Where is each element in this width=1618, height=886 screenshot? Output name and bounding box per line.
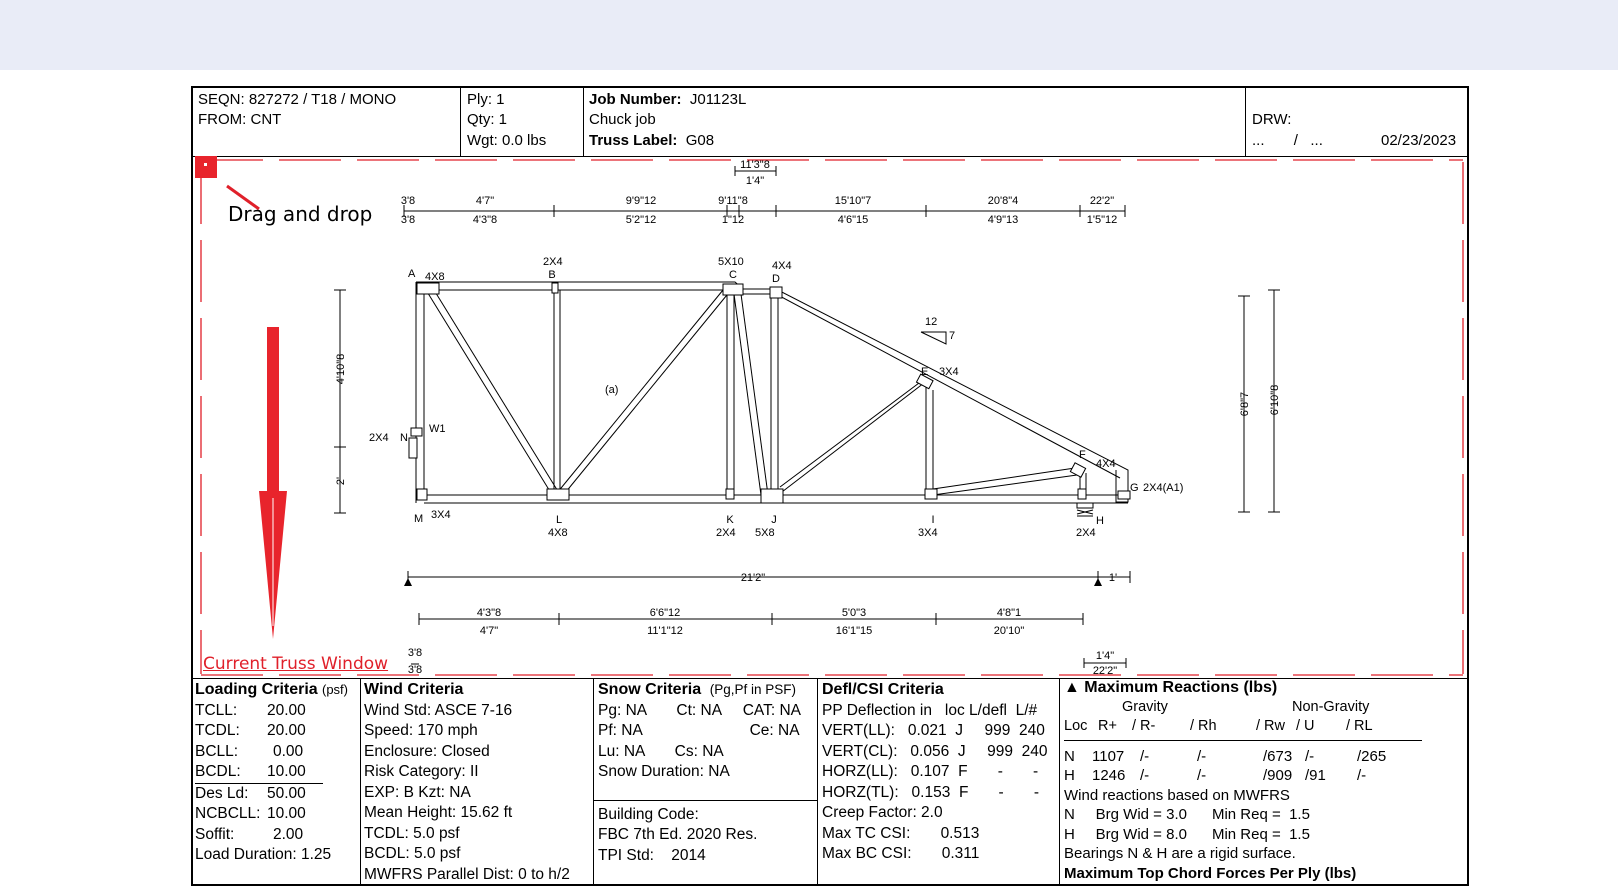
dim-top-lower-5: 4'6"15: [837, 214, 869, 226]
drw-initials: ... / ...: [1252, 132, 1323, 149]
truss-label: Truss Label: G08: [589, 132, 715, 149]
node-g: G: [1130, 482, 1139, 494]
node-l: L: [555, 514, 563, 526]
defl-csi-panel: Defl/CSI Criteria PP Deflection in loc L/defl L/# VERT(LL): 0.021 J 999 240 VERT(CL): 0.056 J 999 240 HORZ(LL): 0.107 F - - HORZ(TL): 0.153 F - - Creep Factor: 2.0 Max TC CSI: 0.513 Max BC CSI: 0.311: [822, 681, 1048, 862]
node-i: I: [931, 514, 935, 526]
arrow-shaft: [267, 327, 279, 499]
wind-criteria-panel: Wind Criteria Wind Std: ASCE 7-16 Speed: 170 mph Enclosure: Closed Risk Category: II EXP: B Kzt: NA Mean Height: 15.62 ft TCDL: 5.0 psf BCDL: 5.0 psf MWFRS Parallel Dist: 0 to h/2: [364, 681, 570, 883]
dim-top-lower-7: 1'5"12: [1086, 214, 1118, 226]
dim-top-upper-2: 4'7": [475, 195, 495, 207]
plate-c: 5X10: [718, 256, 744, 268]
dim-top-upper-4: 9'11"8: [718, 195, 748, 207]
dim-top-upper-1: 3'8: [400, 195, 416, 207]
reaction-row-h: H 1246 /- /- /909 /91 /-: [1064, 767, 1367, 784]
top-toolbar: [0, 0, 1618, 70]
snow-criteria-panel: Snow Criteria (Pg,Pf in PSF) Pg: NA Ct: NA CAT: NA Pf: NA Ce: NA Lu: NA Cs: NA Snow Duration: NA Building Code: FBC 7th Ed. 2020 Res. TPI Std: 2014: [598, 681, 801, 864]
dim-bottom-upper-4: 4'8"1: [996, 607, 1022, 619]
qty-text: Qty: 1: [467, 111, 508, 128]
plate-e: 3X4: [939, 366, 959, 378]
note-a: (a): [605, 384, 619, 396]
dim-bottom-lower-2: 11'1"12: [647, 625, 683, 637]
node-b: B: [548, 269, 556, 281]
dim-top-center-lower: 1'4": [745, 175, 765, 187]
dim-top-lower-2: 4'3"8: [472, 214, 498, 226]
plate-n: 2X4: [369, 432, 389, 444]
dim-right-b: 6'10"8: [1269, 384, 1281, 416]
dim-bl-lower: 3'8: [407, 664, 423, 676]
plate-a: 4X8: [425, 271, 445, 283]
dim-span-over: 1': [1108, 572, 1118, 584]
node-a: A: [408, 268, 416, 280]
current-truss-window-label[interactable]: Current Truss Window: [203, 654, 389, 674]
job-number: Job Number: J01123L: [589, 91, 747, 108]
from-text: FROM: CNT: [198, 111, 282, 128]
plate-g: 2X4(A1): [1143, 482, 1184, 494]
web-label-w1: W1: [429, 423, 446, 435]
dim-br-lower: 22'2": [1092, 665, 1118, 677]
plate-m: 3X4: [431, 509, 451, 521]
drag-drop-hint: Drag and drop: [228, 202, 373, 226]
plate-h: 2X4: [1076, 527, 1096, 539]
node-c: C: [729, 269, 737, 281]
node-h: H: [1096, 515, 1104, 527]
node-d: D: [772, 273, 780, 285]
dim-top-lower-6: 4'9"13: [987, 214, 1019, 226]
node-f: F: [1079, 449, 1086, 461]
dim-top-upper-3: 9'9"12: [625, 195, 657, 207]
dim-bottom-lower-3: 16'1"15: [835, 625, 873, 637]
dim-bl-upper: 3'8: [407, 647, 423, 659]
pitch-side: 7: [949, 330, 956, 342]
drag-handle[interactable]: [195, 156, 217, 178]
reactions-panel: ▲ Maximum Reactions (lbs) Gravity Non-Gravity Loc R+ / R- / Rh / Rw / U / RL N 1107 /- /- /673 /- /265 H 1246 /- /- /909 /91 /- Wind reactions based on MWFRS N Brg Wid = 3.0 Min Req = 1.5 H Brg Wid = 8.0 Min Req = 1.5 Bearings N & H are a rigid surface. Maximum Top Chord Forces Per Ply (lbs): [1064, 678, 1464, 883]
node-j: J: [771, 514, 777, 526]
node-k: K: [726, 514, 734, 526]
dim-bottom-upper-3: 5'0"3: [841, 607, 867, 619]
seqn-text: SEQN: 827272 / T18 / MONO: [198, 91, 397, 108]
pitch-top: 12: [925, 316, 938, 328]
dim-top-upper-6: 20'8"4: [987, 195, 1019, 207]
dim-top-upper-7: 22'2": [1089, 195, 1115, 207]
dim-top-lower-4: 1"12: [721, 214, 745, 226]
node-m: M: [414, 513, 424, 525]
plate-i: 3X4: [918, 527, 938, 539]
dim-bottom-upper-2: 6'6"12: [649, 607, 681, 619]
plate-f: 4X4: [1096, 458, 1116, 470]
dim-bottom-upper-1: 4'3"8: [476, 607, 502, 619]
plate-l: 4X8: [548, 527, 568, 539]
dim-right-a: 6'8"7: [1239, 391, 1251, 417]
truss-drawing-sheet[interactable]: [191, 86, 1469, 886]
ply-text: Ply: 1: [467, 91, 505, 108]
drawing-date: 02/23/2023: [1381, 132, 1457, 149]
dim-top-lower-3: 5'2"12: [625, 214, 657, 226]
node-n: N: [400, 432, 408, 444]
plate-j: 5X8: [755, 527, 775, 539]
plate-k: 2X4: [716, 527, 736, 539]
dim-top-center-upper: 11'3"8: [740, 159, 770, 171]
dim-top-upper-5: 15'10"7: [834, 195, 872, 207]
node-e: E: [921, 366, 929, 378]
loading-criteria-panel: Loading Criteria (psf) TCLL: 20.00 TCDL: 20.00 BCLL: 0.00 BCDL: 10.00 Des Ld: 50.00 NCBCLL: 10.00 Soffit: 2.00 Load Duration: 1.25: [195, 681, 348, 863]
truss-drawing: [193, 156, 1469, 678]
drw-label: DRW:: [1252, 111, 1292, 128]
dim-bottom-lower-1: 4'7": [479, 625, 499, 637]
wgt-text: Wgt: 0.0 lbs: [467, 132, 547, 149]
dim-bottom-lower-4: 20'10": [993, 625, 1025, 637]
dim-top-lower-1: 3'8: [400, 214, 416, 226]
job-name: Chuck job: [589, 111, 656, 128]
plate-b: 2X4: [543, 256, 563, 268]
dim-br-upper: 1'4": [1095, 650, 1115, 662]
dim-span-total: 21'2": [740, 572, 766, 584]
plate-d: 4X4: [772, 260, 792, 272]
dim-left-lower: 2': [335, 476, 347, 486]
dim-left-upper: 4'10"8: [335, 353, 347, 385]
reaction-row-n: N 1107 /- /- /673 /- /265: [1064, 747, 1387, 765]
